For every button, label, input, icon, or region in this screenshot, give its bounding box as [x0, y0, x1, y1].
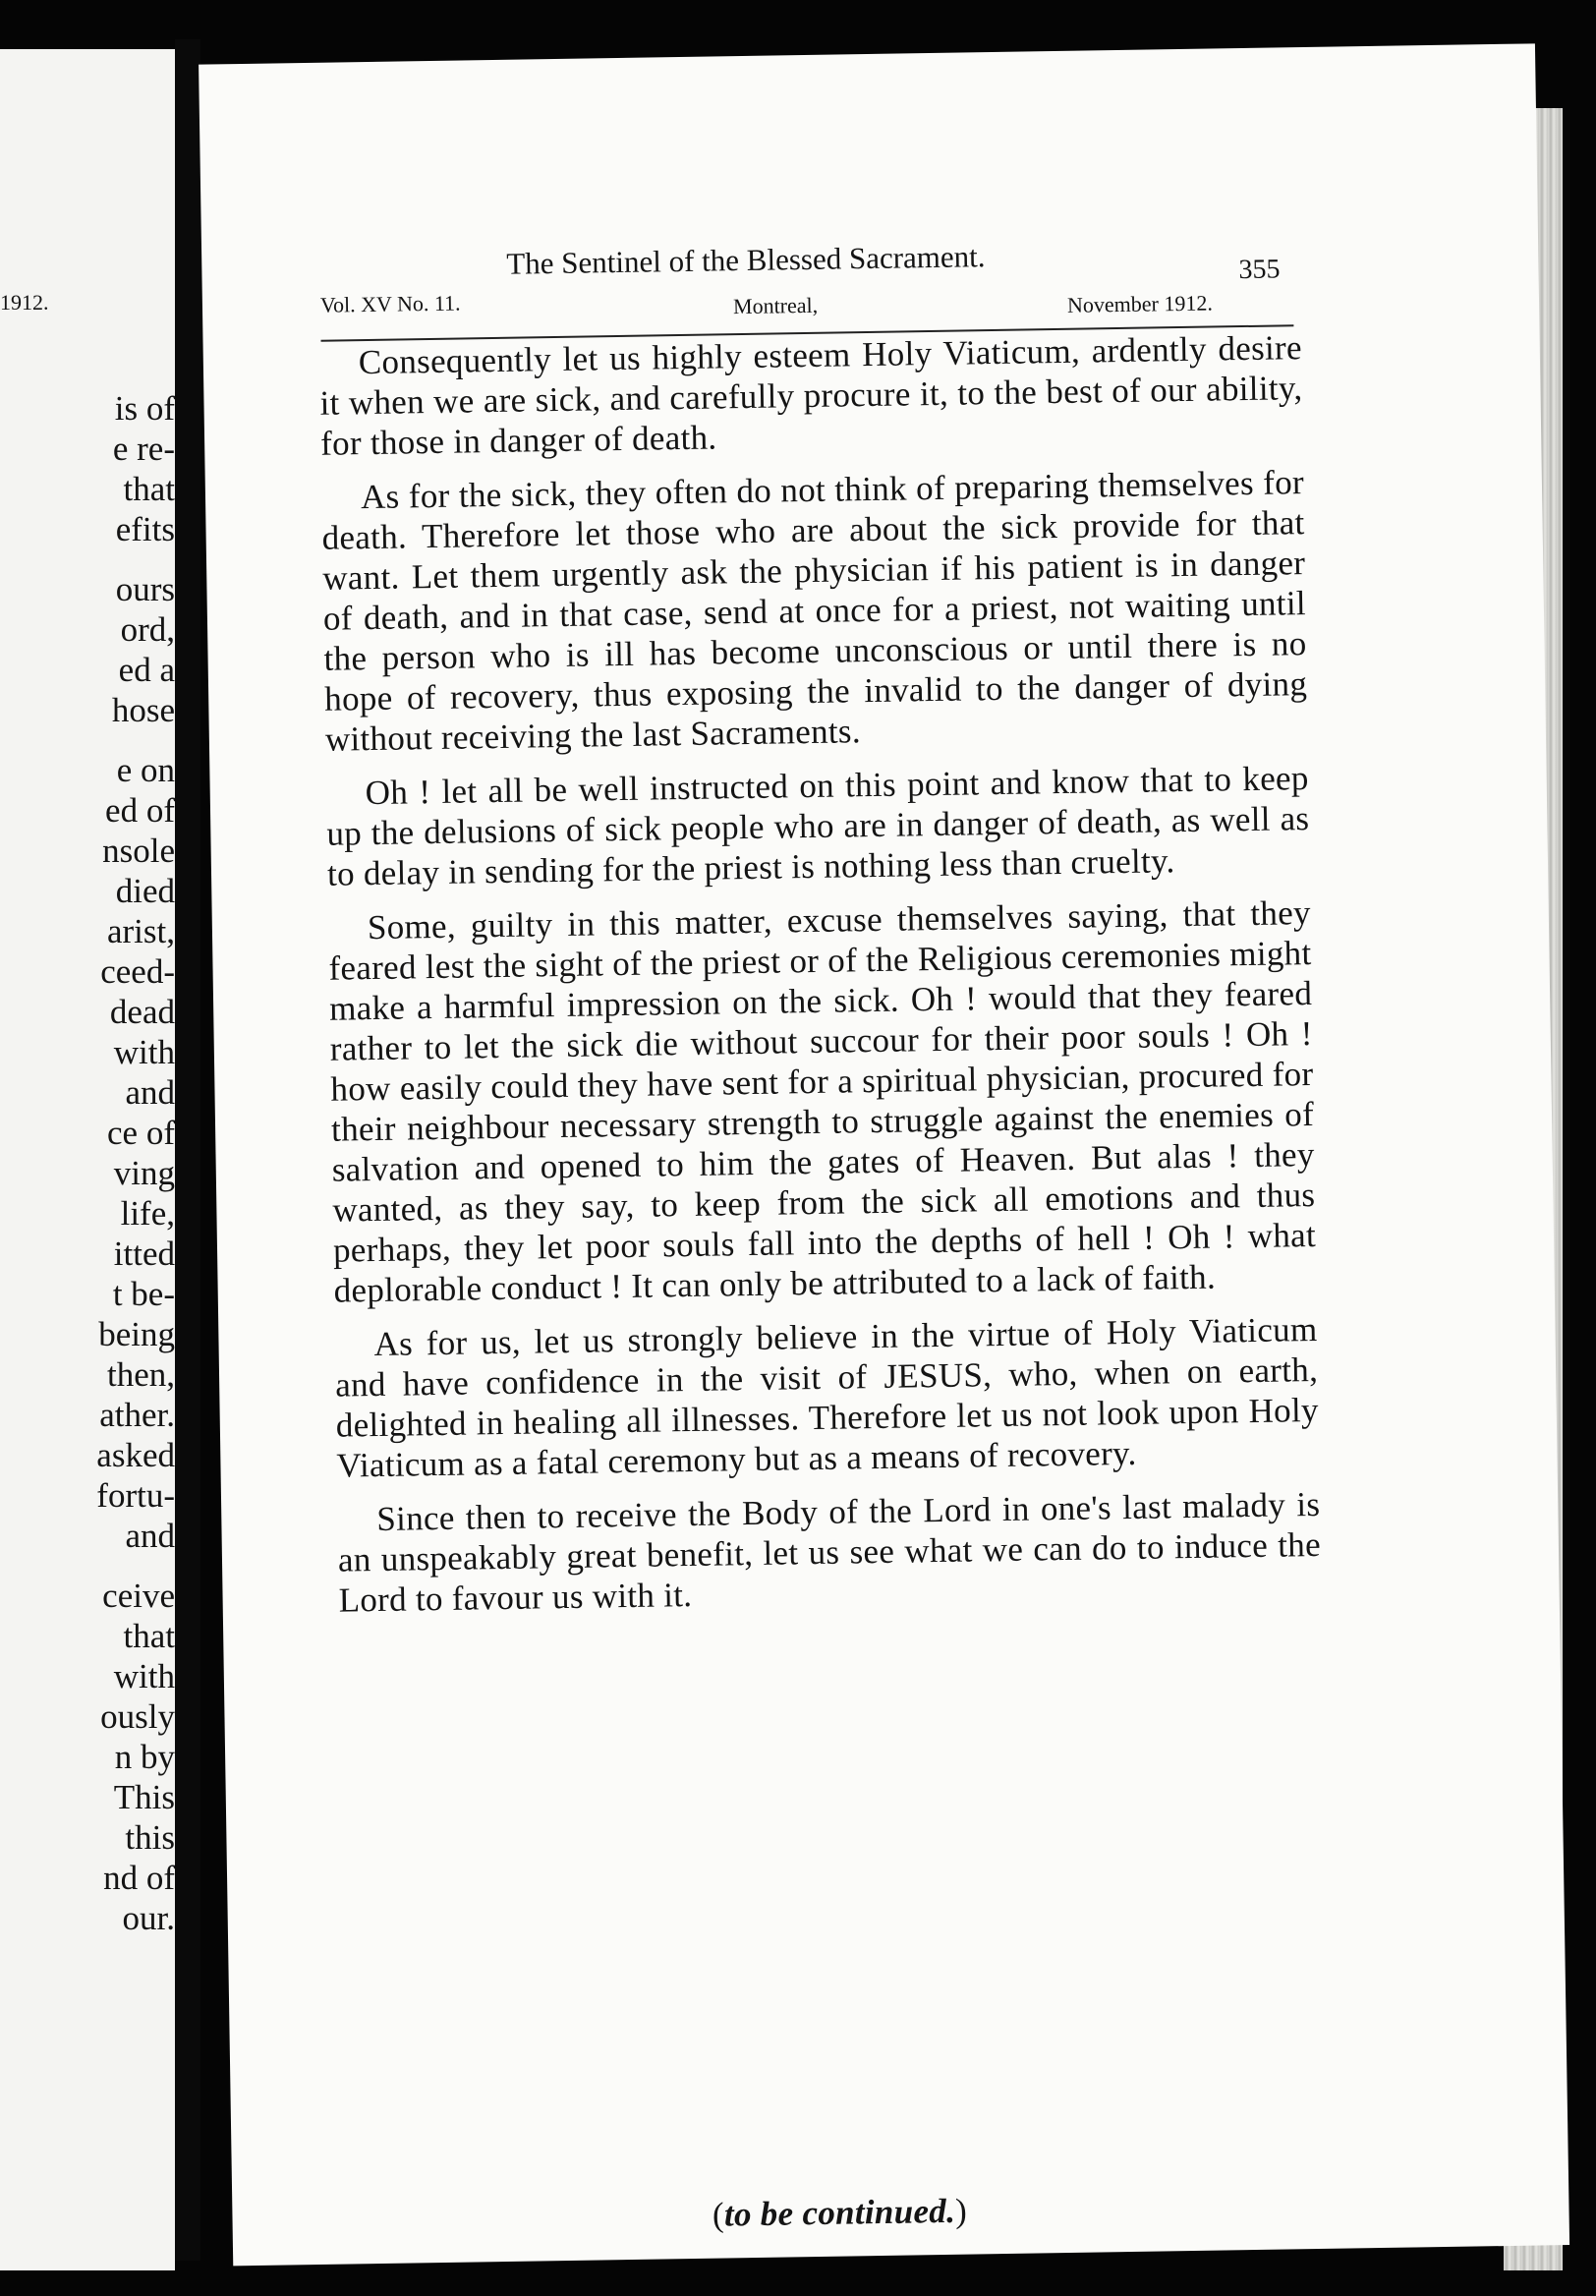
- left-page-line: ously: [100, 1697, 175, 1736]
- left-page-line: with: [113, 1033, 175, 1071]
- left-page-line: and: [125, 1073, 175, 1112]
- left-page-line: and: [125, 1517, 175, 1555]
- left-page-line: died: [115, 872, 175, 910]
- left-page-line: ce of: [107, 1114, 175, 1152]
- left-page-line: being: [98, 1315, 175, 1353]
- continued-note: (to be continued.): [712, 2191, 968, 2234]
- left-page-line: our.: [122, 1899, 175, 1937]
- left-page-year: 1912.: [0, 290, 49, 315]
- left-page-line: t be-: [112, 1275, 175, 1313]
- left-page-fragment: [0, 49, 175, 2270]
- left-page-line: ving: [113, 1154, 175, 1192]
- left-page-line: e re-: [112, 430, 175, 468]
- volume-number: Vol. XV No. 11.: [319, 290, 461, 317]
- left-page-line: nsole: [102, 832, 175, 870]
- left-page-line: e on: [116, 751, 175, 789]
- left-page-line: hose: [111, 691, 175, 729]
- left-page-line: This: [113, 1778, 175, 1816]
- publication-date: November 1912.: [1066, 290, 1214, 317]
- journal-title: The Sentinel of the Blessed Sacrament.: [506, 239, 986, 281]
- left-page-line: dead: [109, 993, 175, 1031]
- paragraph-3: Oh ! let all be well instructed on this point and know that to keep up the delusions of sick people who are in danger of death, as well as to delay in sending for the priest is nothing less than cruelty.: [326, 759, 1310, 893]
- paragraph-5: As for us, let us strongly believe in the virtue of Holy Viaticum and have confidence in the visit of JESUS, who, when on earth, delighted in healing all illnesses. Therefore let us not look upon Holy Viaticum as a fatal ceremony but as a means of recovery.: [334, 1309, 1320, 1485]
- left-page-line: itted: [113, 1234, 175, 1273]
- continued-note-text: to be continued.: [723, 2191, 956, 2234]
- left-page-line: that: [123, 470, 175, 508]
- left-page-line: arist,: [106, 912, 175, 950]
- left-page-line: fortu-: [96, 1476, 175, 1515]
- left-page-line: is of: [114, 389, 175, 428]
- left-page-line: ather.: [99, 1396, 175, 1434]
- paragraph-4: Some, guilty in this matter, excuse themselves saying, that they feared lest the sight of the priest or of the Religious ceremonies might make a harmful impression on the sick. Oh ! would that they feared rather to let the sick die without succour for their poor souls ! Oh ! how easily could they have sent for a spiritual physician, procured for their neighbour necessary strength to struggle against the enemies of salvation and opened to him the gates of Heaven. But alas ! they wanted, as they say, to keep from the sick all emotions and thus perhaps, they let poor souls fall into the depths of hell ! Oh ! what deplorable conduct ! It can only be attributed to a lack of faith.: [328, 893, 1317, 1310]
- left-page-line: ord,: [120, 610, 175, 649]
- running-header: [319, 234, 1302, 319]
- main-page: [199, 43, 1569, 2266]
- left-page-line: asked: [96, 1436, 175, 1474]
- left-page-line: ceed-: [100, 952, 175, 991]
- left-page-line: ours: [115, 570, 175, 608]
- article-body: [319, 327, 1323, 2234]
- left-page-line: then,: [106, 1355, 175, 1394]
- left-page-line: life,: [120, 1194, 175, 1233]
- left-page-line: ed of: [105, 791, 175, 830]
- left-page-line: efits: [115, 510, 175, 548]
- paragraph-6: Since then to receive the Body of the Lord in one's last malady is an unspeakably great benefit, let us see what we can do to induce the Lord to favour us with it.: [337, 1484, 1322, 1620]
- book-binding-gutter: [175, 39, 200, 2261]
- left-page-line: nd of: [103, 1859, 175, 1897]
- left-page-line: this: [125, 1818, 175, 1857]
- left-page-line: ed a: [118, 651, 175, 689]
- left-page-line: ceive: [102, 1577, 175, 1615]
- page-number: 355: [1238, 254, 1281, 286]
- left-page-line: n by: [114, 1738, 175, 1776]
- paragraph-2: As for the sick, they often do not think of preparing themselves for death. Therefore let those who are about the sick provide for that want. Let them urgently ask the physician if his patient is in danger of death, and in that case, send at once for a priest, not waiting until the person who is ill has become unconscious or until there is no hope of recovery, thus exposing the invalid to the danger of dying without receiving the last Sacraments.: [321, 463, 1308, 759]
- left-page-line: with: [113, 1657, 175, 1695]
- publication-place: Montreal,: [732, 292, 819, 319]
- paragraph-1: Consequently let us highly esteem Holy Viaticum, ardently desire it when we are sick, and carefully procure it, to the best of our ability, for those in danger of death.: [319, 328, 1303, 463]
- left-page-line: that: [123, 1617, 175, 1655]
